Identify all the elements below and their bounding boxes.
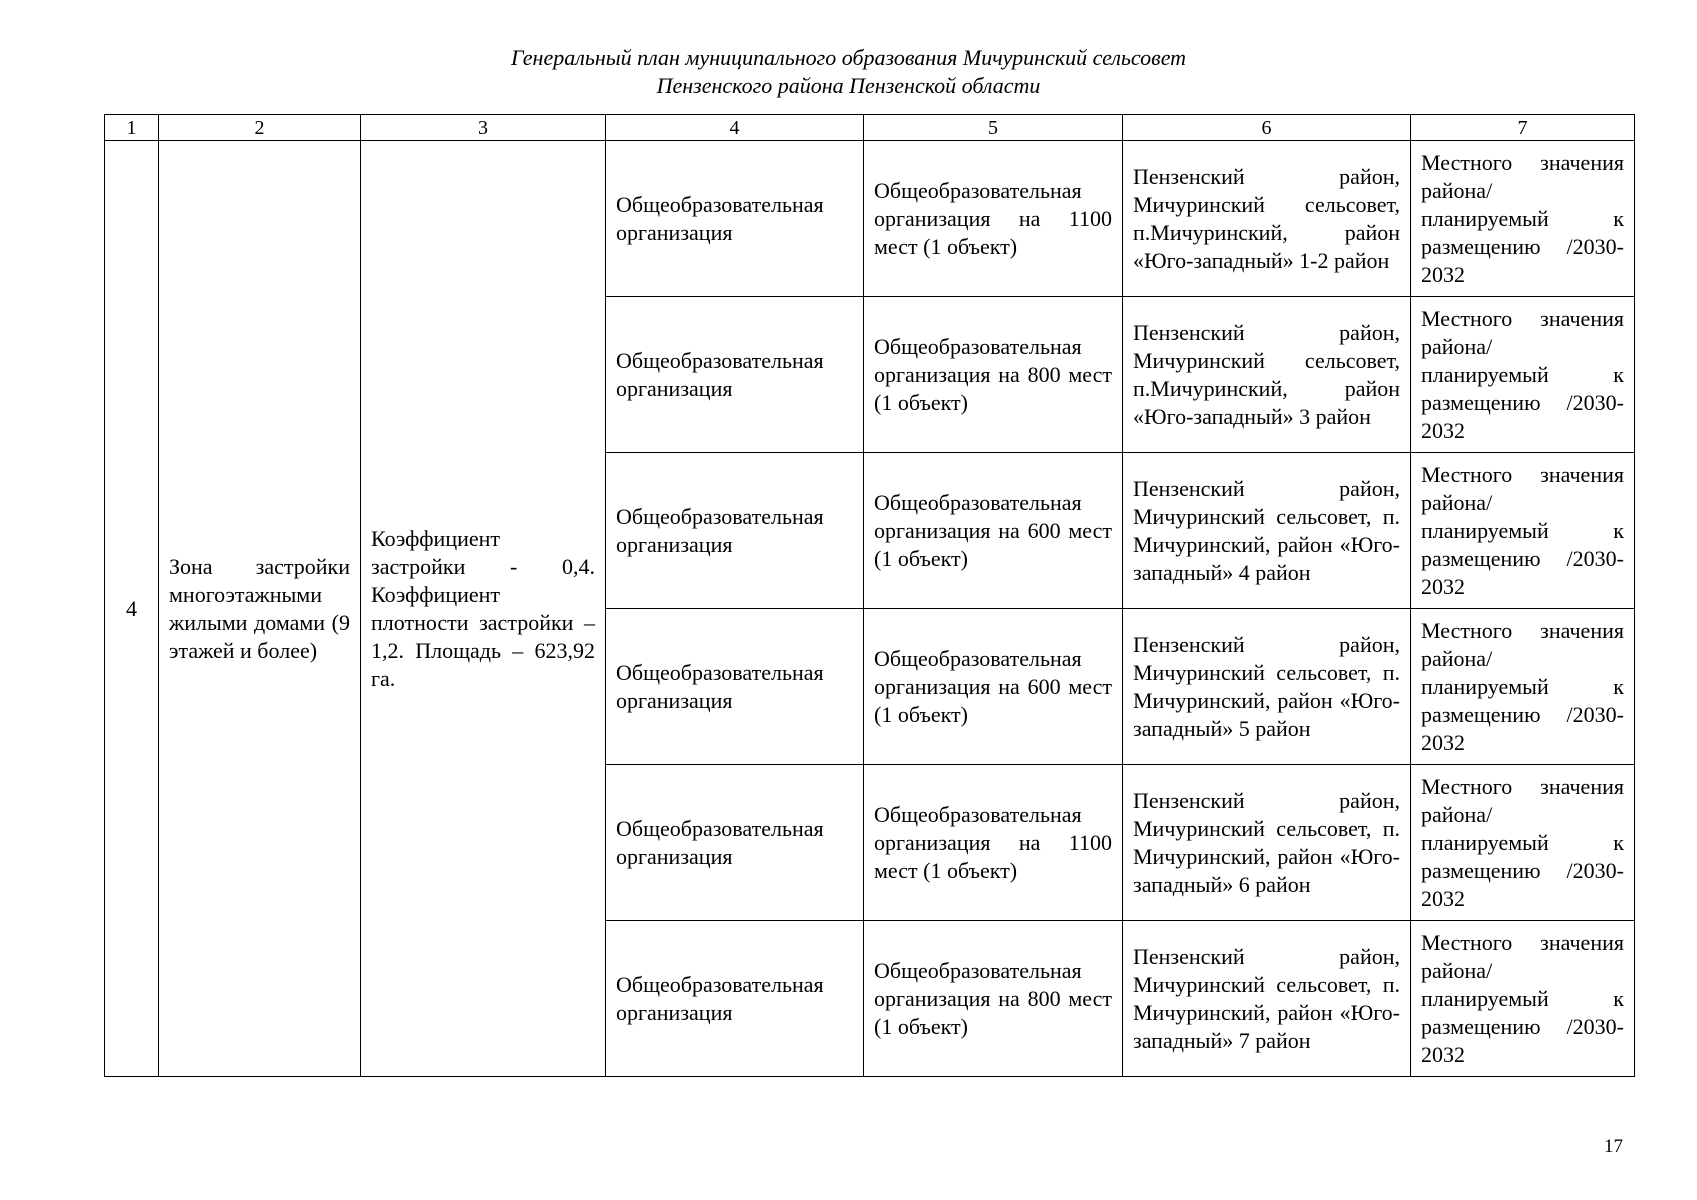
table-row — [105, 141, 1635, 297]
zone-text: Зона застройки многоэтажными жилыми домами (9 этажей и более) — [169, 553, 350, 663]
facility-description-cell: Общеобразовательная организация на 600 мест (1 объект) — [864, 609, 1123, 765]
zone-parameters-text: Коэффициент застройки - 0,4. Коэффициент плотности застройки – 1,2. Площадь – 623,92 га. — [371, 525, 595, 691]
document-header — [0, 44, 1697, 100]
facility-description-cell: Общеобразовательная организация на 800 мест (1 объект) — [864, 921, 1123, 1077]
facility-type-cell: Общеобразовательная организация — [606, 141, 864, 297]
header-line-1: Генеральный план муниципального образования Мичуринский сельсовет — [510, 45, 1187, 70]
facilities-table — [104, 114, 1635, 1077]
column-number: 5 — [864, 115, 1123, 141]
facility-type-cell: Общеобразовательная организация — [606, 609, 864, 765]
facility-type-cell: Общеобразовательная организация — [606, 765, 864, 921]
facility-location-cell: Пензенский район, Мичуринский сельсовет, п. Мичуринский, район «Юго-западный» 4 район — [1123, 453, 1411, 609]
facility-status-cell: Местного значения района/ планируемый к размещению /2030-2032 — [1411, 765, 1635, 921]
group-number-cell: 4 — [105, 141, 159, 1077]
facility-description-cell: Общеобразовательная организация на 1100 мест (1 объект) — [864, 141, 1123, 297]
facility-location-cell: Пензенский район, Мичуринский сельсовет, п. Мичуринский, район «Юго-западный» 5 район — [1123, 609, 1411, 765]
facility-description-cell: Общеобразовательная организация на 600 мест (1 объект) — [864, 453, 1123, 609]
facility-status-cell: Местного значения района/ планируемый к размещению /2030-2032 — [1411, 453, 1635, 609]
facility-location-cell: Пензенский район, Мичуринский сельсовет, п. Мичуринский, район «Юго-западный» 7 район — [1123, 921, 1411, 1077]
facility-location-cell: Пензенский район, Мичуринский сельсовет, п. Мичуринский, район «Юго-западный» 6 район — [1123, 765, 1411, 921]
column-number-row — [105, 115, 1635, 141]
facility-status-cell: Местного значения района/ планируемый к размещению /2030-2032 — [1411, 297, 1635, 453]
facility-type-cell: Общеобразовательная организация — [606, 453, 864, 609]
facility-type-cell: Общеобразовательная организация — [606, 297, 864, 453]
facility-type-cell: Общеобразовательная организация — [606, 921, 864, 1077]
facility-status-cell: Местного значения района/ планируемый к размещению /2030-2032 — [1411, 921, 1635, 1077]
facility-status-cell: Местного значения района/ планируемый к размещению /2030-2032 — [1411, 609, 1635, 765]
facility-status-cell: Местного значения района/ планируемый к размещению /2030-2032 — [1411, 141, 1635, 297]
facility-location-cell: Пензенский район, Мичуринский сельсовет, п.Мичуринский, район «Юго-западный» 3 район — [1123, 297, 1411, 453]
facility-description-cell: Общеобразовательная организация на 800 мест (1 объект) — [864, 297, 1123, 453]
zone-parameters-cell — [361, 141, 606, 1077]
column-number: 3 — [361, 115, 606, 141]
column-number: 1 — [105, 115, 159, 141]
facility-location-cell: Пензенский район, Мичуринский сельсовет, п.Мичуринский, район «Юго-западный» 1-2 район — [1123, 141, 1411, 297]
column-number: 2 — [159, 115, 361, 141]
column-number: 6 — [1123, 115, 1411, 141]
header-line-2: Пензенского района Пензенской области — [656, 73, 1041, 98]
zone-cell — [159, 141, 361, 1077]
page-number: 17 — [1604, 1136, 1623, 1157]
facility-description-cell: Общеобразовательная организация на 1100 мест (1 объект) — [864, 765, 1123, 921]
column-number: 7 — [1411, 115, 1635, 141]
column-number: 4 — [606, 115, 864, 141]
